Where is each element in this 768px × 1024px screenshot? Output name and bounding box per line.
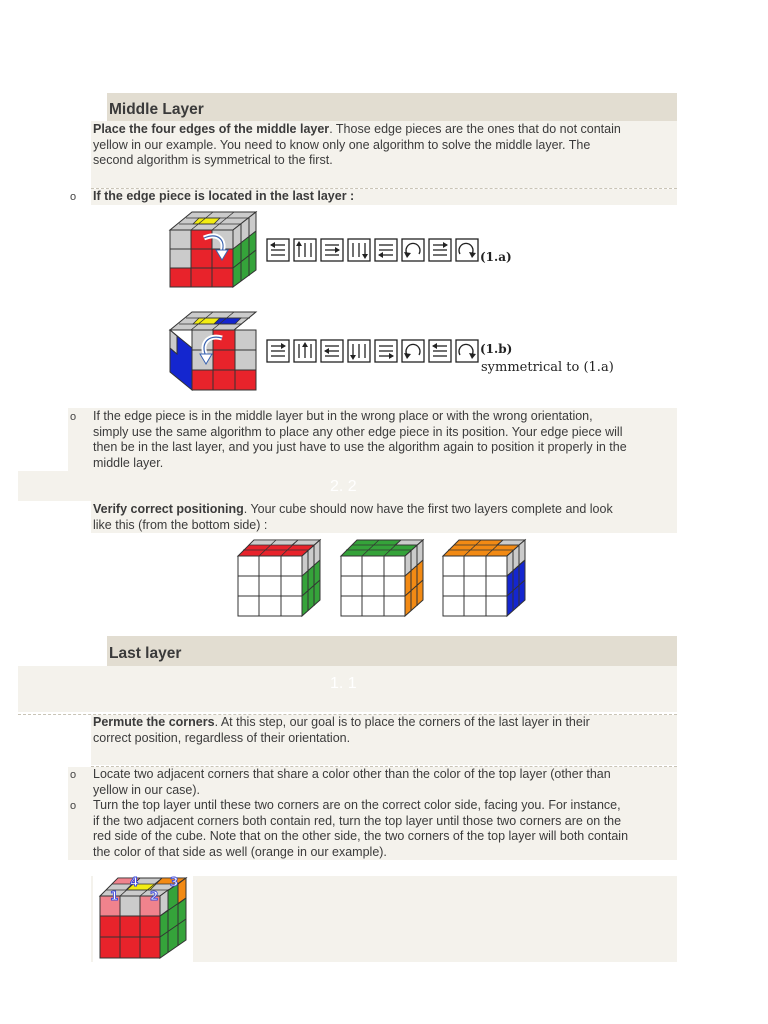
bullet-line: the color of that side as well (orange in our example). — [93, 844, 387, 859]
cube-diagram-icon — [98, 874, 198, 964]
verify-line2: like this (from the bottom side) : — [93, 517, 268, 532]
bullet-marker: o — [70, 191, 77, 203]
bullet-marker: o — [70, 769, 77, 781]
case2-line: then be in the last layer, and you just have to use the algorithm again to position it properly in the — [93, 440, 627, 454]
permute-paragraph — [93, 715, 683, 746]
permute-line2: correct position, regardless of their orientation. — [93, 730, 351, 745]
intro-line1: . Those edge pieces are the ones that do not contain — [329, 122, 621, 136]
bullet-line: Locate two adjacent corners that share a color other than the color of the top layer (other than — [93, 767, 611, 781]
bullet-marker: o — [70, 411, 77, 423]
permute-line1: . At this step, our goal is to place the corners of the last layer in their — [214, 715, 590, 729]
last-bullets — [93, 767, 683, 860]
permute-bold: Permute the corners — [93, 715, 215, 729]
middle-layer-heading: Middle Layer — [109, 101, 204, 118]
intro-paragraph — [93, 122, 683, 169]
last-layer-heading: Last layer — [109, 645, 182, 662]
verify-bold: Verify correct positioning — [93, 502, 244, 516]
intro-bold: Place the four edges of the middle layer — [93, 122, 330, 136]
move-notation-icon — [266, 238, 516, 264]
bullet-line: red side of the cube. Note that on the other side, the two corners of the top layer will both contain — [93, 829, 629, 843]
case2-line: If the edge piece is in the middle layer but in the wrong place or with the wrong orientation, — [93, 409, 593, 423]
case2-line: simply use the same algorithm to place any other edge piece in its position. Your edge piece will — [93, 424, 623, 439]
cube-diagram-icon — [170, 210, 260, 290]
cube-diagram-icon — [170, 312, 260, 392]
cube-diagram-icon — [238, 538, 328, 618]
cube-diagram-icon — [443, 538, 533, 618]
case2-line: middle layer. — [93, 455, 164, 470]
algo-b-note: symmetrical to (1.a) — [481, 360, 614, 375]
verify-paragraph — [93, 502, 683, 533]
intro-line2: yellow in our example. You need to know only one algorithm to solve the middle layer. The — [93, 137, 591, 152]
ghost-number: 1. 1 — [330, 675, 357, 692]
algo-b-label: (1.b) — [480, 342, 513, 356]
corner-label-4: 4 — [130, 875, 139, 889]
bullet-line: Turn the top layer until these two corners are on the correct color side, facing you. For instance, — [93, 798, 621, 812]
bullet-line: yellow in our case). — [93, 782, 200, 797]
intro-line3: second algorithm is symmetrical to the first. — [93, 153, 333, 167]
corner-label-3: 3 — [170, 875, 179, 889]
verify-line1: . Your cube should now have the first two layers complete and look — [243, 502, 613, 516]
corner-label-2: 2 — [150, 889, 159, 903]
case1-title: If the edge piece is located in the last layer : — [93, 189, 355, 203]
case2-paragraph — [93, 409, 683, 471]
move-notation-icon — [266, 339, 614, 379]
ghost-number: 2. 2 — [330, 478, 357, 495]
algo-a-label: (1.a) — [480, 250, 512, 264]
bullet-line: if the two adjacent corners both contain red, turn the top layer until those two corners are on the — [93, 813, 622, 828]
cube-diagram-icon — [341, 538, 431, 618]
bullet-marker: o — [70, 800, 77, 812]
corner-label-1: 1 — [110, 889, 119, 903]
last-layer-header-bar — [107, 636, 677, 666]
